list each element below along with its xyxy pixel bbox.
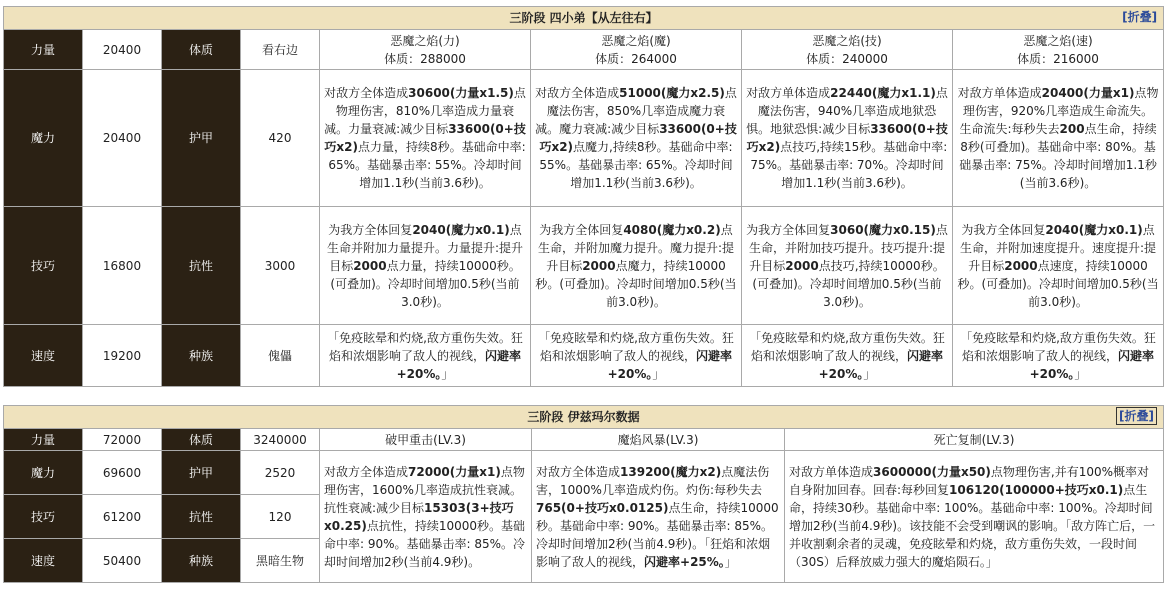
table-row [4,429,1164,451]
stat-label: 力量 [4,30,83,70]
skill-cell: 为我方全体回复2040(魔力x0.1)点生命并附加力量提升。力量提升:提升目标2000点力量，持续10000秒。(可叠加)。冷却时间增加0.5秒(当前3.0秒)。 [320,207,531,325]
minion-header [742,30,953,70]
stat-value: 看右边 [241,30,320,70]
minion-hp: 体质：264000 [595,51,677,66]
skill-cell: 为我方全体回复4080(魔力x0.2)点生命，并附加魔力提升。魔力提升:提升目标2000点魔力，持续10000秒。(可叠加)。冷却时间增加0.5秒(当前3.0秒)。 [531,207,742,325]
stat-label: 魔力 [4,70,83,207]
minion-name: 恶魔之焰(魔) [601,33,671,48]
stat-value: 20400 [83,30,162,70]
passive-cell: 「免疫眩晕和灼烧,敌方重伤失效。狂焰和浓烟影响了敌人的视线，闪避率+20%。」 [320,325,531,387]
skill-cell: 对敌方全体造成51000(魔力x2.5)点魔法伤害，850%几率造成魔力衰减。魔力衰减:减少目标33600(0+技巧x2)点魔力,持续8秒。基础命中率: 55%。基础暴击率: 65%。冷却时间增加1.1秒(当前3.6秒)。 [531,70,742,207]
stat-label: 抗性 [162,495,241,539]
stat-label: 护甲 [162,451,241,495]
boss-table-four-minions [3,6,1164,387]
table-header [4,406,1164,429]
stat-label: 体质 [162,429,241,451]
stat-value: 黑暗生物 [241,539,320,583]
table-header [4,7,1164,30]
minion-header [320,30,531,70]
fold-link[interactable]: [折叠] [1116,407,1157,425]
stat-label: 体质 [162,30,241,70]
minion-hp: 体质：288000 [384,51,466,66]
skill-cell: 对敌方单体造成22440(魔力x1.1)点魔法伤害，940%几率造成地狱恐惧。地狱恐惧:减少目标33600(0+技巧x2)点技巧,持续15秒。基础命中率: 75%。基础暴击率: 70%。冷却时间增加1.1秒(当前3.6秒)。 [742,70,953,207]
stat-label: 力量 [4,429,83,451]
minion-hp: 体质：240000 [806,51,888,66]
table-row [4,451,1164,495]
stat-value: 61200 [83,495,162,539]
skill-name: 破甲重击(LV.3) [320,429,532,451]
stat-label: 魔力 [4,451,83,495]
stat-value: 20400 [83,70,162,207]
skill-cell: 为我方全体回复3060(魔力x0.15)点生命，并附加技巧提升。技巧提升:提升目标2000点技巧,持续10000秒。(可叠加)。冷却时间增加0.5秒(当前3.0秒)。 [742,207,953,325]
stat-label: 速度 [4,325,83,387]
table-row [4,30,1164,70]
skill-name: 死亡复制(LV.3) [785,429,1164,451]
skill-cell: 对敌方单体造成20400(力量x1)点物理伤害，920%几率造成生命流失。生命流失:每秒失去200点生命，持续8秒(可叠加)。基础命中率: 80%。基础暴击率: 75%。冷却时间增加1.1秒(当前3.6秒)。 [953,70,1164,207]
stat-label: 速度 [4,539,83,583]
skill-cell: 对敌方全体造成30600(力量x1.5)点物理伤害，810%几率造成力量衰减。力量衰减:减少目标33600(0+技巧x2)点力量，持续8秒。基础命中率: 65%。基础暴击率: 55%。冷却时间增加1.1秒(当前3.6秒)。 [320,70,531,207]
stat-label: 技巧 [4,495,83,539]
stat-value: 72000 [83,429,162,451]
stat-label: 种族 [162,539,241,583]
minion-hp: 体质：216000 [1017,51,1099,66]
table-row [4,207,1164,325]
minion-header [953,30,1164,70]
boss-table-izmar [3,405,1164,583]
passive-cell: 「免疫眩晕和灼烧,敌方重伤失效。狂焰和浓烟影响了敌人的视线，闪避率+20%。」 [531,325,742,387]
stat-label: 技巧 [4,207,83,325]
stat-value: 2520 [241,451,320,495]
minion-header [531,30,742,70]
table-title: 三阶段 伊兹玛尔数据 [527,410,640,424]
stat-value: 傀儡 [241,325,320,387]
stat-value: 420 [241,70,320,207]
skill-name: 魔焰风暴(LV.3) [532,429,785,451]
passive-cell: 「免疫眩晕和灼烧,敌方重伤失效。狂焰和浓烟影响了敌人的视线，闪避率+20%。」 [742,325,953,387]
stat-value: 3240000 [241,429,320,451]
table-title: 三阶段 四小弟【从左往右】 [509,11,658,25]
stat-label: 护甲 [162,70,241,207]
stat-value: 50400 [83,539,162,583]
passive-cell: 「免疫眩晕和灼烧,敌方重伤失效。狂焰和浓烟影响了敌人的视线，闪避率+20%。」 [953,325,1164,387]
stat-value: 120 [241,495,320,539]
table-row [4,70,1164,207]
minion-name: 恶魔之焰(力) [390,33,460,48]
stat-value: 19200 [83,325,162,387]
stat-label: 种族 [162,325,241,387]
fold-link[interactable]: [折叠] [1122,10,1158,24]
skill-cell: 为我方全体回复2040(魔力x0.1)点生命，并附加速度提升。速度提升:提升目标2000点速度，持续10000秒。(可叠加)。冷却时间增加0.5秒(当前3.0秒)。 [953,207,1164,325]
stat-value: 69600 [83,451,162,495]
skill-desc: 对敌方单体造成3600000(力量x50)点物理伤害,并有100%概率对自身附加回春。回春:每秒回复106120(100000+技巧x0.1)点生命，持续30秒。基础命中率: 100%。基础命中率: 100%。冷却时间增加2秒(当前4.9秒)。该技能不会受到嘲讽的影响。「敌方阵亡后，一并收割剩余者的灵魂，免疫眩晕和灼烧，敌方重伤失效，一段时间（30S）后释放威力强大的魔焰陨石。」 [785,451,1164,583]
skill-desc: 对敌方全体造成72000(力量x1)点物理伤害，1600%几率造成抗性衰减。抗性衰减:减少目标15303(3+技巧x0.25)点抗性，持续10000秒。基础命中率: 90%。基础暴击率: 85%。冷却时间增加2秒(当前4.9秒)。 [320,451,532,583]
skill-desc: 对敌方全体造成139200(魔力x2)点魔法伤害，1000%几率造成灼伤。灼伤:每秒失去765(0+技巧x0.0125)点生命，持续10000秒。基础命中率: 90%。基础暴击率: 85%。冷却时间增加2秒(当前4.9秒)。「狂焰和浓烟影响了敌人的视线，闪避率+25%。」 [532,451,785,583]
minion-name: 恶魔之焰(速) [1023,33,1093,48]
stat-value: 3000 [241,207,320,325]
stat-label: 抗性 [162,207,241,325]
stat-value: 16800 [83,207,162,325]
table-row [4,325,1164,387]
minion-name: 恶魔之焰(技) [812,33,882,48]
